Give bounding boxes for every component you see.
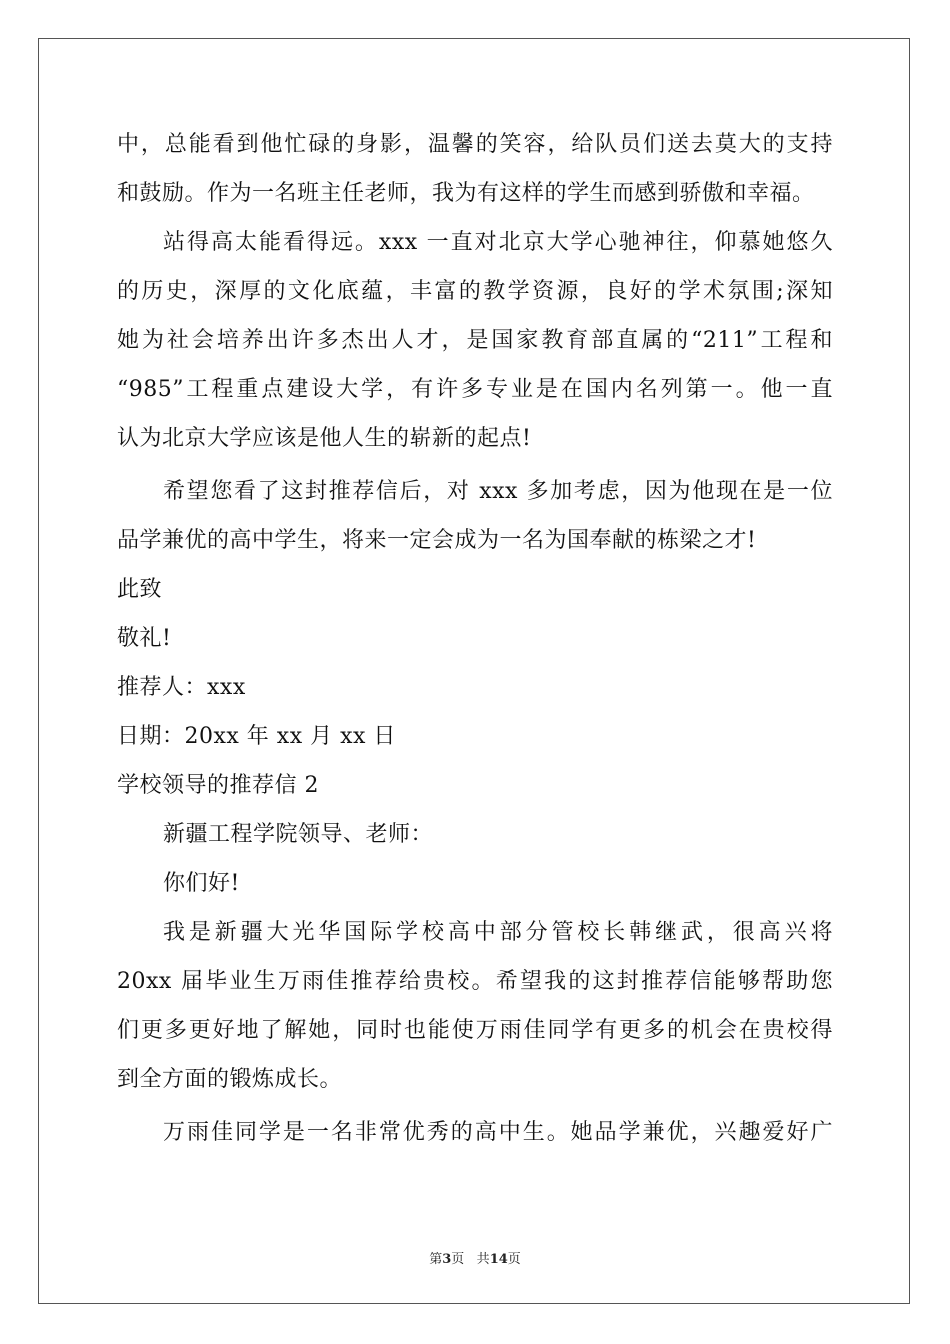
text-line: 中，总能看到他忙碌的身影，温馨的笑容，给队员们送去莫大的支持 bbox=[117, 132, 833, 157]
text-line: 们更多更好地了解她，同时也能使万雨佳同学有更多的机会在贵校得 bbox=[117, 1018, 833, 1043]
text-line: 你们好! bbox=[163, 871, 240, 896]
text-line: 希望您看了这封推荐信后，对 xxx 多加考虑，因为他现在是一位 bbox=[163, 479, 833, 504]
text-line: 我是新疆大光华国际学校高中部分管校长韩继武，很高兴将 bbox=[163, 920, 833, 945]
text-line: 日期：20xx 年 xx 月 xx 日 bbox=[117, 724, 396, 749]
text-line: 她为社会培养出许多杰出人才，是国家教育部直属的“211”工程和 bbox=[117, 328, 833, 353]
footer-total-pages: 14 bbox=[489, 1252, 508, 1267]
text-line: 学校领导的推荐信 2 bbox=[117, 773, 319, 798]
text-line: 新疆工程学院领导、老师： bbox=[163, 822, 434, 847]
footer-page-suffix: 页 bbox=[451, 1252, 465, 1267]
text-line: 的历史，深厚的文化底蕴，丰富的教学资源，良好的学术氛围;深知 bbox=[117, 279, 833, 304]
text-line: 站得高太能看得远。xxx 一直对北京大学心驰神往，仰慕她悠久 bbox=[163, 230, 833, 255]
text-line: 20xx 届毕业生万雨佳推荐给贵校。希望我的这封推荐信能够帮助您 bbox=[117, 969, 833, 994]
footer-total-prefix: 共 bbox=[476, 1252, 490, 1267]
footer-current-page: 3 bbox=[442, 1252, 452, 1267]
text-line: 万雨佳同学是一名非常优秀的高中生。她品学兼优，兴趣爱好广 bbox=[163, 1120, 833, 1145]
text-line: 品学兼优的高中学生，将来一定会成为一名为国奉献的栋梁之才! bbox=[117, 528, 757, 553]
text-line: 此致 bbox=[117, 577, 163, 602]
text-line: 到全方面的锻炼成长。 bbox=[117, 1067, 343, 1092]
text-line: 敬礼! bbox=[117, 626, 172, 651]
text-line: 和鼓励。作为一名班主任老师，我为有这样的学生而感到骄傲和幸福。 bbox=[117, 181, 815, 206]
text-line: 推荐人：xxx bbox=[117, 675, 246, 700]
text-line: “985”工程重点建设大学，有许多专业是在国内名列第一。他一直 bbox=[117, 377, 833, 402]
footer-total-suffix: 页 bbox=[507, 1252, 521, 1267]
text-line: 认为北京大学应该是他人生的崭新的起点! bbox=[117, 426, 532, 451]
page-footer bbox=[0, 1248, 950, 1267]
footer-prefix: 第 bbox=[429, 1252, 443, 1267]
